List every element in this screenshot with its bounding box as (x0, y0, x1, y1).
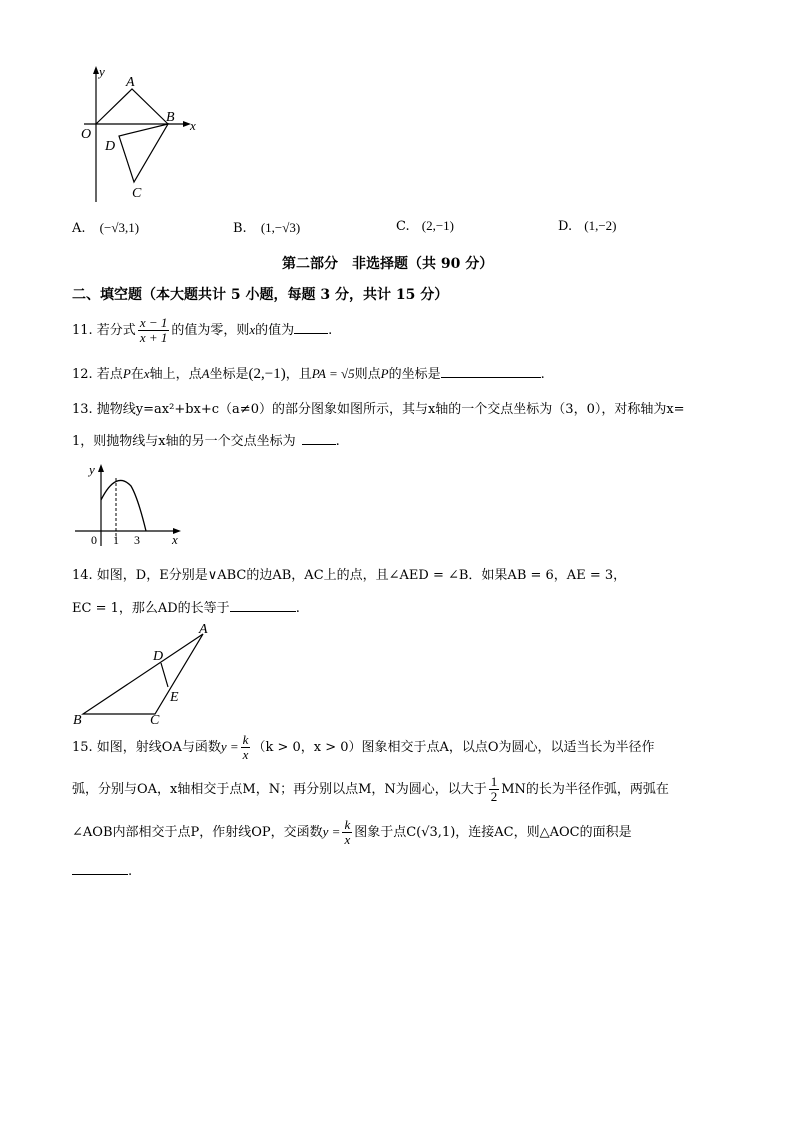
label-a: A (126, 75, 135, 90)
q15-x: x (242, 747, 249, 762)
q15-l3b: 图象于点C(√3,1)，连接AC，则△AOC的面积是 (354, 825, 632, 840)
q12-answer-blank[interactable] (441, 365, 541, 378)
label-c: C (150, 713, 160, 728)
q14-line1: 14. 如图，D，E分别是∨ABC的边AB，AC上的点，且∠AED = ∠B．如果AB = 6，AE = 3， (72, 568, 627, 583)
triangle-figure (70, 620, 220, 730)
parabola-figure (75, 460, 190, 550)
triangle-bdc (119, 124, 168, 182)
q15-fn-2: y = (322, 824, 341, 839)
q15-k-2: k (344, 817, 351, 832)
option-d-value: (1,−2) (584, 218, 617, 233)
q12-text-d: 坐标是 (209, 367, 249, 382)
option-a-letter: A. (72, 221, 86, 236)
q14-end: . (295, 601, 300, 616)
option-b[interactable] (233, 220, 300, 237)
label-y: y (99, 64, 105, 79)
option-d-letter: D. (558, 219, 573, 234)
q15-fraction-half (489, 775, 500, 804)
label-0: 0 (91, 533, 97, 547)
triangle-abc (83, 634, 203, 714)
label-x: x (190, 118, 196, 133)
q15-line2 (72, 773, 669, 807)
q13-answer-blank[interactable] (302, 432, 336, 445)
segment-oab (96, 89, 168, 124)
q15-line4 (72, 862, 132, 880)
q14-answer-blank[interactable] (230, 599, 296, 612)
q15-l3a: ∠AOB内部相交于点P，作射线OP，交函数 (72, 825, 323, 840)
label-1: 1 (113, 533, 119, 547)
label-e: E (170, 690, 179, 705)
y-axis-arrow (98, 464, 104, 472)
option-c[interactable] (396, 218, 454, 235)
q15-half-den: 2 (490, 789, 498, 804)
q11-answer-blank[interactable] (294, 321, 328, 334)
q15-l1b: （k > 0，x > 0）图象相交于点A，以点O为圆心，以适当长为半径作 (252, 740, 655, 755)
q11-middle: 的值为零，则 (171, 323, 250, 338)
q15-fraction-kx-2 (342, 818, 352, 847)
q15-l2a: 弧，分别与OA，x轴相交于点M，N；再分别以点M，N为圆心，以大于 (72, 782, 487, 797)
q14-line2-text: EC = 1，那么AD的长等于 (72, 601, 230, 616)
q12-point-a: A (201, 366, 210, 381)
q12-text-f: 则点 (354, 367, 381, 382)
q11-fraction (138, 316, 170, 345)
option-c-value: (2,−1) (421, 218, 455, 233)
q14-line2 (72, 599, 300, 617)
option-a-value: (−√3,1) (99, 220, 140, 235)
q11-suffix: 的值为 (255, 323, 295, 338)
q12-text-g: 的坐标是 (388, 367, 441, 382)
q15-end: . (128, 864, 133, 879)
q13-line2 (72, 432, 340, 450)
q15-k: k (242, 732, 249, 747)
q11-end: . (328, 323, 333, 338)
q15-fn: y = (220, 739, 239, 754)
q11-var: x (249, 322, 256, 337)
label-y: y (89, 462, 95, 477)
q15-x-2: x (344, 832, 351, 847)
q12-text-a: 12. 若点 (72, 367, 123, 382)
quadrilateral-figure (76, 62, 206, 207)
label-c: C (132, 186, 142, 201)
q13-line2-text: 1，则抛物线与x轴的另一个交点坐标为 (72, 434, 296, 449)
q12-end: . (540, 367, 545, 382)
q15-l1a: 15. 如图，射线OA与函数 (72, 740, 221, 755)
label-b: B (166, 110, 175, 125)
label-x: x (172, 532, 178, 547)
q11-denominator: x + 1 (139, 330, 168, 345)
q12-x: x (143, 366, 150, 381)
q15-l2b: MN的长为半径作弧，两弧在 (501, 782, 669, 797)
q15-half-num: 1 (490, 774, 498, 789)
option-b-value: (1,−√3) (260, 220, 301, 235)
question-12 (72, 365, 545, 383)
q12-point-p: P (122, 366, 131, 381)
label-o: O (81, 127, 92, 142)
q15-fraction-kx (241, 733, 251, 762)
q13-end: . (335, 434, 340, 449)
q12-point-p2: P (380, 366, 389, 381)
q11-numerator: x − 1 (139, 315, 168, 330)
q15-line3 (72, 815, 632, 850)
q15-answer-blank[interactable] (72, 862, 128, 875)
option-c-letter: C. (396, 219, 410, 234)
question-11 (72, 313, 332, 348)
parabola-curve (101, 480, 146, 531)
q12-text-b: 在 (130, 367, 144, 382)
label-d: D (105, 139, 116, 154)
part2-heading: 第二部分 非选择题（共 90 分） (282, 256, 494, 272)
option-d[interactable] (558, 218, 616, 235)
label-d: D (153, 649, 164, 664)
q13-line1: 13. 抛物线y=ax²+bx+c（a≠0）的部分图象如图所示，其与x轴的一个交点坐标为（3，0），对称轴为x= (72, 402, 685, 417)
q15-line1 (72, 730, 655, 765)
q12-coord: (2,−1) (248, 366, 286, 382)
option-b-letter: B. (233, 221, 247, 236)
segment-de (161, 663, 168, 687)
label-3: 3 (134, 533, 140, 547)
section2-heading: 二、填空题（本大题共计 5 小题，每题 3 分，共计 15 分） (72, 287, 449, 303)
label-b: B (73, 713, 82, 728)
option-a[interactable] (72, 220, 139, 237)
q12-text-c: 轴上，点 (149, 367, 202, 382)
q12-equation: PA = √5 (311, 366, 355, 381)
q11-prefix: 11. 若分式 (72, 323, 136, 338)
label-a: A (199, 622, 208, 637)
q12-text-e: ，且 (285, 367, 312, 382)
